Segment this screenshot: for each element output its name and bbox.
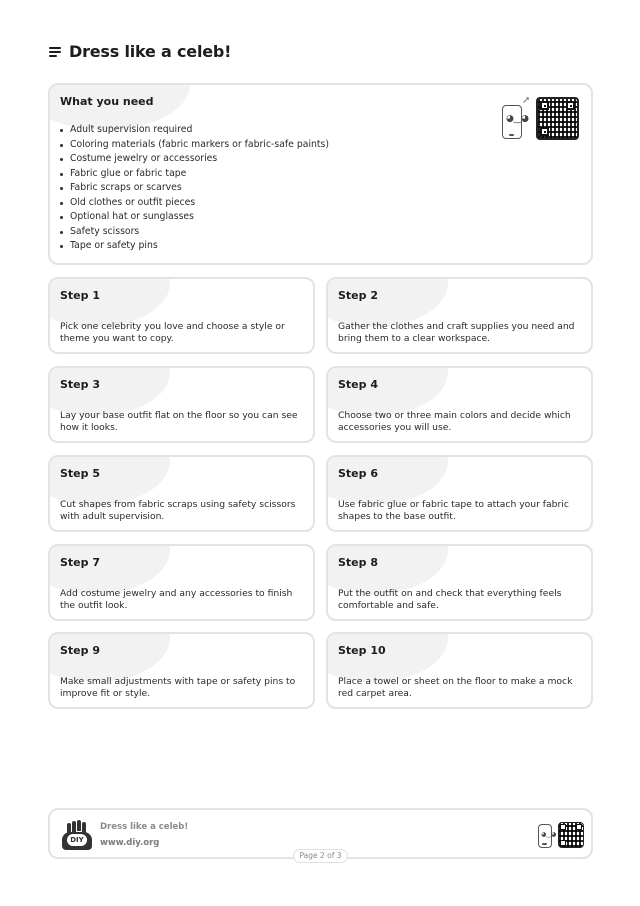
step-card-6 [326, 455, 593, 532]
page-header [49, 42, 231, 61]
page-number: Page 2 of 3 [293, 849, 348, 863]
step-text: Lay your base outfit flat on the floor so you can see how it looks. [60, 410, 298, 433]
phone-icon: ◕‿◕ [538, 824, 552, 848]
step-card-5 [48, 455, 315, 532]
step-card-1 [48, 277, 315, 354]
step-text: Cut shapes from fabric scraps using safety scissors with adult supervision. [60, 499, 296, 522]
step-text: Add costume jewelry and any accessories to finish the outfit look. [60, 588, 293, 611]
list-item: Old clothes or outfit pieces [70, 196, 329, 211]
phone-icon: ◕‿◕ [502, 105, 522, 139]
step-label: Step 7 [60, 556, 100, 569]
step-text: Choose two or three main colors and decide which accessories you will use. [338, 410, 571, 433]
step-text: Place a towel or sheet on the floor to make a mock red carpet area. [338, 676, 573, 699]
supplies-list [58, 123, 329, 254]
qr-code-icon[interactable] [558, 822, 584, 848]
list-item: Fabric glue or fabric tape [70, 167, 329, 182]
step-label: Step 6 [338, 467, 378, 480]
step-card-7 [48, 544, 315, 621]
step-label: Step 4 [338, 378, 378, 391]
step-label: Step 3 [60, 378, 100, 391]
step-label: Step 8 [338, 556, 378, 569]
arrow-icon: ➚ [522, 95, 531, 106]
step-text: Use fabric glue or fabric tape to attach your fabric shapes to the base outfit. [338, 499, 569, 522]
step-card-2 [326, 277, 593, 354]
step-label: Step 10 [338, 644, 386, 657]
step-text: Pick one celebrity you love and choose a style or theme you want to copy. [60, 321, 285, 344]
list-item: Optional hat or sunglasses [70, 210, 329, 225]
step-label: Step 2 [338, 289, 378, 302]
list-item: Tape or safety pins [70, 239, 329, 254]
diy-logo[interactable] [62, 820, 92, 850]
step-text: Put the outfit on and check that everything feels comfortable and safe. [338, 588, 562, 611]
what-you-need-heading: What you need [60, 95, 154, 108]
step-label: Step 5 [60, 467, 100, 480]
step-text: Gather the clothes and craft supplies you need and bring them to a clear workspace. [338, 321, 575, 344]
footer-title: Dress like a celeb! [100, 822, 189, 832]
list-item: Coloring materials (fabric markers or fabric-safe paints) [70, 138, 329, 153]
step-text: Make small adjustments with tape or safety pins to improve fit or style. [60, 676, 296, 699]
logo-text: DIY [67, 834, 87, 846]
list-item: Safety scissors [70, 225, 329, 240]
page-title: Dress like a celeb! [69, 42, 232, 61]
step-card-9 [48, 632, 315, 709]
list-item: Adult supervision required [70, 123, 329, 138]
list-item: Costume jewelry or accessories [70, 152, 329, 167]
step-card-3 [48, 366, 315, 443]
list-item: Fabric scraps or scarves [70, 181, 329, 196]
step-card-4 [326, 366, 593, 443]
menu-icon[interactable] [49, 47, 61, 57]
step-label: Step 1 [60, 289, 100, 302]
step-card-10 [326, 632, 593, 709]
step-label: Step 9 [60, 644, 100, 657]
step-card-8 [326, 544, 593, 621]
qr-code-icon[interactable] [536, 97, 579, 140]
footer-url[interactable]: www.diy.org [100, 838, 160, 848]
what-you-need-card [48, 83, 593, 265]
